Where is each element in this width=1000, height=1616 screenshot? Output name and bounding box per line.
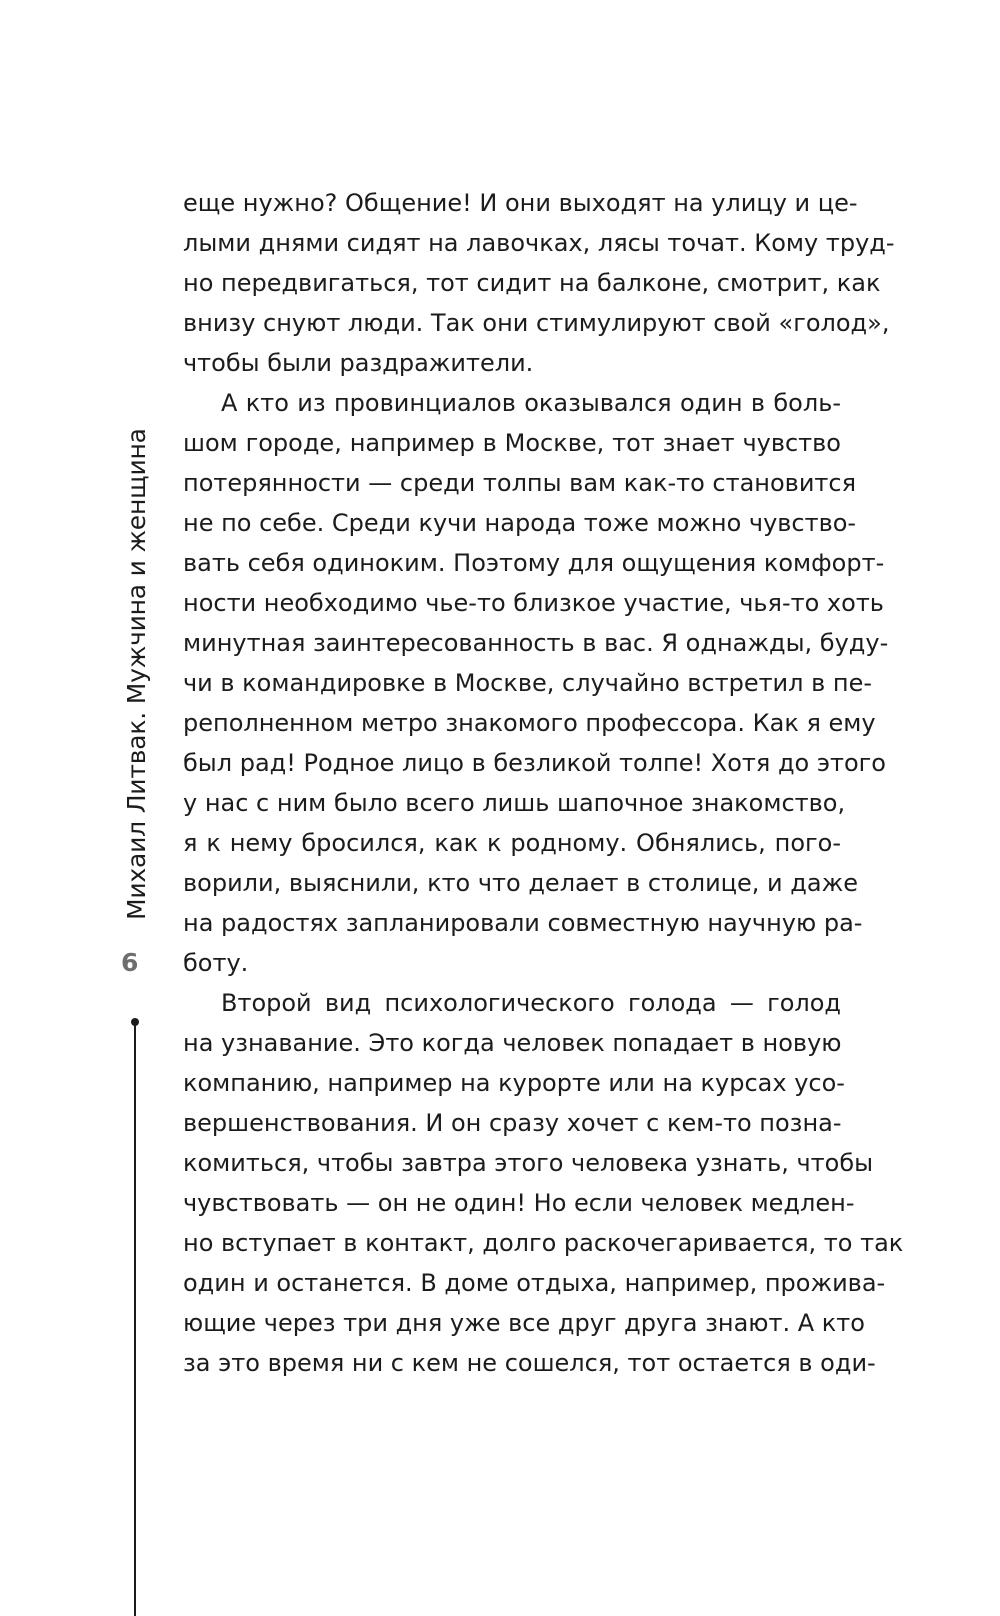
text-line: компанию, например на курорте или на курсах усо- bbox=[183, 1069, 845, 1097]
text-line: но передвигаться, тот сидит на балконе, смотрит, как bbox=[183, 269, 881, 297]
text-line: потерянности — среди толпы вам как-то становится bbox=[183, 469, 857, 497]
text-line: комиться, чтобы завтра этого человека узнать, чтобы bbox=[183, 1149, 874, 1177]
text-line: но вступает в контакт, долго раскочегаривается, то так bbox=[183, 1229, 904, 1257]
text-line: вать себя одиноким. Поэтому для ощущения комфорт- bbox=[183, 549, 885, 577]
running-head: Михаил Литвак. Мужчина и женщина bbox=[122, 428, 151, 920]
text-line: вершенствования. И он сразу хочет с кем-то позна- bbox=[183, 1109, 842, 1137]
text-block bbox=[183, 183, 904, 1383]
text-line: минутная заинтересованность в вас. Я однажды, буду- bbox=[183, 629, 889, 657]
text-line: был рад! Родное лицо в безликой толпе! Хотя до этого bbox=[183, 749, 886, 777]
margin-rule bbox=[134, 1022, 136, 1616]
text-line: чувствовать — он не один! Но если человек медлен- bbox=[183, 1189, 855, 1217]
text-line: еще нужно? Общение! И они выходят на улицу и це- bbox=[183, 189, 858, 217]
text-line: ности необходимо чье-то близкое участие, чья-то хоть bbox=[183, 589, 884, 617]
text-line: один и останется. В доме отдыха, например, прожива- bbox=[183, 1269, 886, 1297]
text-line: я к нему бросился, как к родному. Обнялись, пого- bbox=[183, 829, 841, 857]
text-line: чи в командировке в Москве, случайно встретил в пе- bbox=[183, 669, 873, 697]
text-line: Второй вид психологического голода — голод bbox=[221, 989, 841, 1017]
text-line: ющие через три дня уже все друг друга знают. А кто bbox=[183, 1309, 865, 1337]
text-line: внизу снуют люди. Так они стимулируют свой «голод», bbox=[183, 309, 890, 337]
paragraph-1 bbox=[183, 183, 895, 383]
text-line: лыми днями сидят на лавочках, лясы точат. Кому труд- bbox=[183, 229, 895, 257]
paragraph-3 bbox=[183, 983, 904, 1383]
text-line: А кто из провинциалов оказывался один в боль- bbox=[221, 389, 841, 417]
page-number: 6 bbox=[121, 948, 139, 977]
text-line: боту. bbox=[183, 949, 249, 977]
text-line: реполненном метро знакомого профессора. Как я ему bbox=[183, 709, 876, 737]
text-line: не по себе. Среди кучи народа тоже можно чувство- bbox=[183, 509, 857, 537]
text-line: на узнавание. Это когда человек попадает в новую bbox=[183, 1029, 842, 1057]
text-line: шом городе, например в Москве, тот знает чувство bbox=[183, 429, 841, 457]
text-line: за это время ни с кем не сошелся, тот остается в оди- bbox=[183, 1349, 876, 1377]
text-line: у нас с ним было всего лишь шапочное знакомство, bbox=[183, 789, 846, 817]
paragraph-2 bbox=[183, 383, 889, 983]
text-line: на радостях запланировали совместную научную ра- bbox=[183, 909, 863, 937]
text-line: чтобы были раздражители. bbox=[183, 349, 534, 377]
text-line: ворили, выяснили, кто что делает в столице, и даже bbox=[183, 869, 858, 897]
